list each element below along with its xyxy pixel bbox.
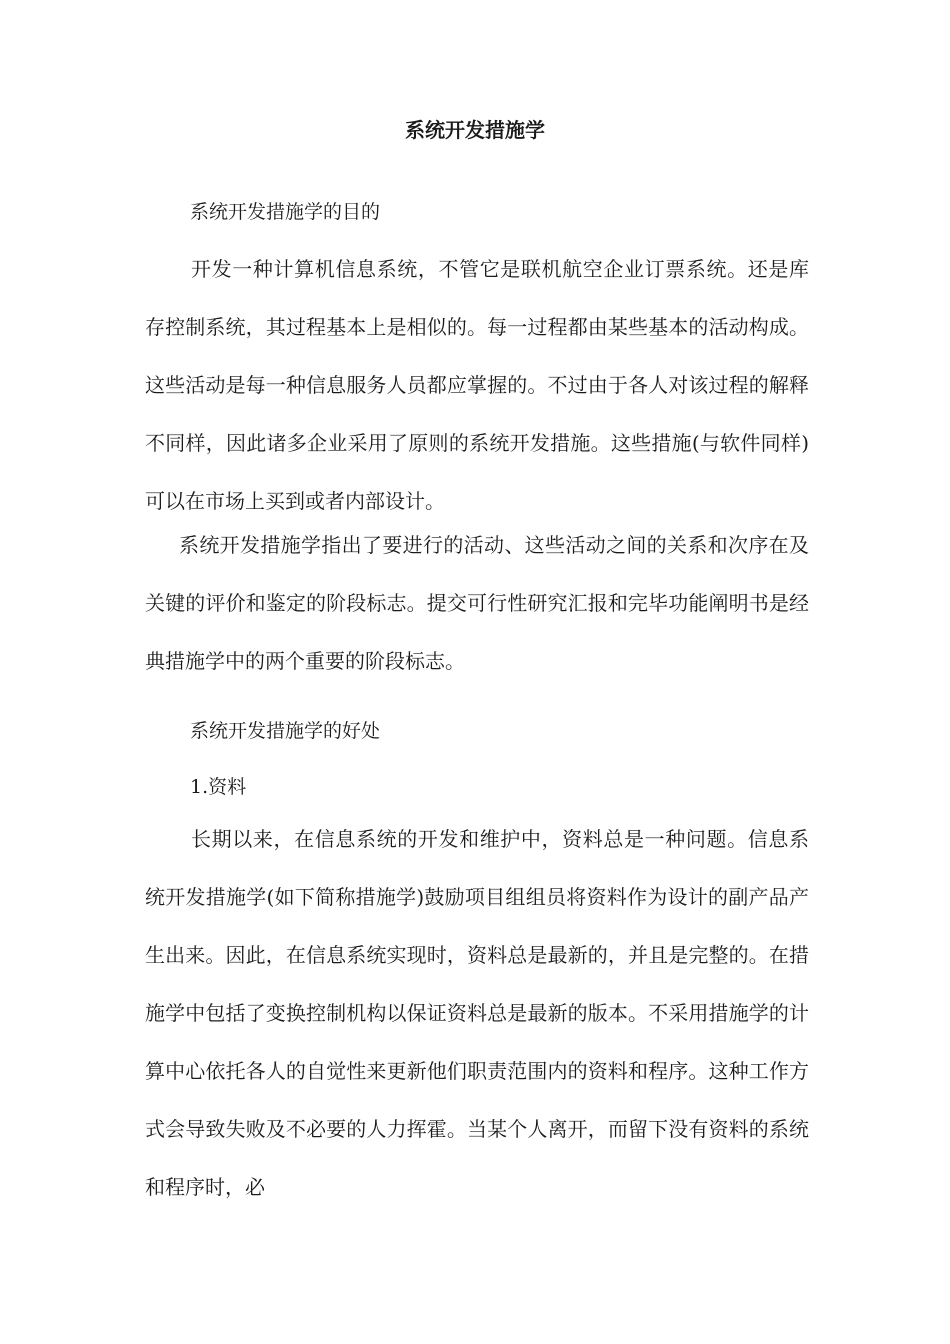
section-heading-purpose: 系统开发措施学的目的 <box>190 201 381 223</box>
section-heading-benefits: 系统开发措施学的好处 <box>190 720 381 742</box>
paragraph-methodology-activities: 系统开发措施学指出了要进行的活动、这些活动之间的关系和次序在及关键的评价和鉴定的阶段标志。提交可行性研究汇报和完毕功能阐明书是经典措施学中的两个重要的阶段标志。 <box>145 533 809 673</box>
paragraph-development-process: 开发一种计算机信息系统，不管它是联机航空企业订票系统。还是库存控制系统，其过程基本上是相似的。每一过程都由某些基本的活动构成。这些活动是每一种信息服务人员都应掌握的。不过由于各人对该过程的解释不同样，因此诸多企业采用了原则的系统开发措施。这些措施(与软件同样)可以在市场上买到或者内部设计。 <box>145 257 809 513</box>
paragraph-documentation: 长期以来，在信息系统的开发和维护中，资料总是一种问题。信息系统开发措施学(如下简称措施学)鼓励项目组组员将资料作为设计的副产品产生出来。因此，在信息系统实现时，资料总是最新的，并且是完整的。在措施学中包括了变换控制机构以保证资料总是最新的版本。不采用措施学的计算中心依托各人的自觉性来更新他们职责范围内的资料和程序。这种工作方式会导致失败及不必要的人力挥霍。当某个人离开，而留下没有资料的系统和程序时，必 <box>145 827 809 1199</box>
document-title: 系统开发措施学 <box>405 118 545 142</box>
subsection-heading-documentation: 1.资料 <box>190 776 247 798</box>
